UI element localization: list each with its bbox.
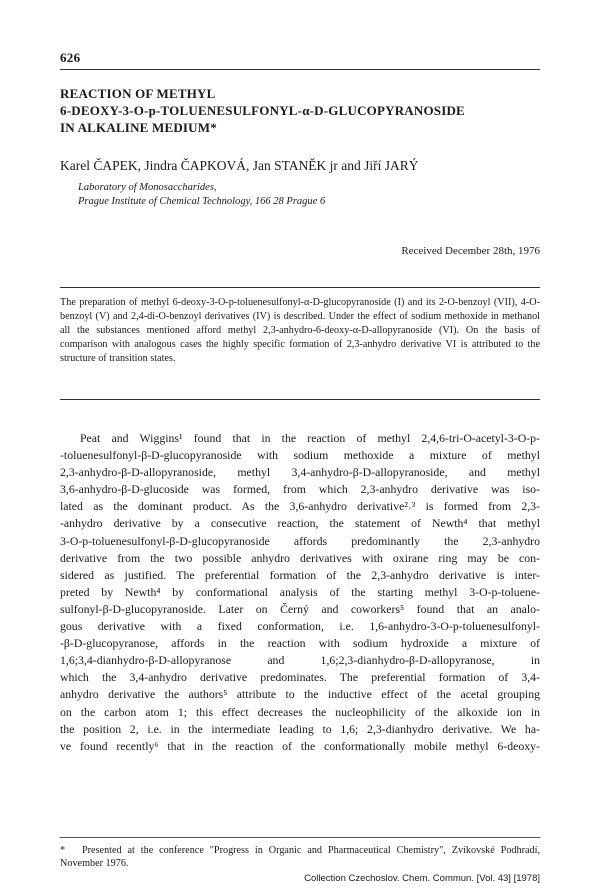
authors: Karel ČAPEK, Jindra ČAPKOVÁ, Jan STANĚK jr and Jiří JARÝ (60, 158, 419, 173)
journal-citation: Collection Czechoslov. Chem. Commun. [Vol. 43] [1978] (304, 873, 540, 884)
footnote-rule (60, 837, 540, 838)
body-line: gous derivative with a fixed conformation, i.e. 1,6-anhydro-3-O-p-toluenesulfonyl- (60, 619, 540, 634)
page-number: 626 (60, 50, 81, 65)
footnote-text: Presented at the conference "Progress in Organic and Pharmaceutical Chemistry", Zvíkovské Podhradí, November 1976. (60, 845, 540, 869)
abstract-bottom-rule (60, 399, 540, 400)
body-line: which the 3,4-anhydro derivative predominates. The preferential formation of 3,4- (60, 670, 540, 685)
body-line: on the carbon atom 1; this effect decreases the nucleophilicity of the alkoxide ion in (60, 704, 540, 719)
article-title (60, 85, 540, 136)
title-line: 6-DEOXY-3-O-p-TOLUENESULFONYL-α-D-GLUCOPYRANOSIDE (60, 103, 465, 118)
header-rule (60, 69, 540, 70)
body-line: anhydro derivative the authors⁵ attribute to the inductive effect of the acetal grouping (60, 687, 540, 702)
body-line: -anhydro derivative by a consecutive reaction, the statement of Newth⁴ that methyl (60, 516, 540, 531)
body-line: 3,6-anhydro-β-D-glucoside was formed, from which 2,3-anhydro derivative was iso- (60, 482, 540, 497)
body-line: -β-D-glucopyranose, affords in the reaction with sodium hydroxide a mixture of (60, 636, 540, 651)
body-line: sulfonyl-β-D-glucopyranoside. Later on Černý and coworkers⁵ found that an analo- (60, 601, 540, 616)
body-line: 3-O-p-toluenesulfonyl-β-D-glucopyranoside affords predominantly the 2,3-anhydro (60, 533, 540, 548)
title-line: IN ALKALINE MEDIUM* (60, 120, 217, 135)
abstract-top-rule (60, 287, 540, 288)
affiliation (78, 181, 538, 209)
received-date: Received December 28th, 1976 (401, 245, 540, 257)
body-line: preted by Newth⁴ by conformational analysis of the starting methyl 3-O-p-toluene- (60, 584, 540, 599)
title-line: REACTION OF METHYL (60, 86, 216, 101)
body-line: ve found recently⁶ that in the reaction of the conformationally mobile methyl 6-deoxy- (60, 738, 540, 753)
body-line: -toluenesulfonyl-β-D-glucopyranoside with sodium methoxide a mixture of methyl (60, 448, 540, 463)
body-line: 2,3-anhydro-β-D-allopyranoside, methyl 3,4-anhydro-β-D-allopyranoside, and methyl (60, 465, 540, 480)
abstract: The preparation of methyl 6-deoxy-3-O-p-toluenesulfonyl-α-D-glucopyranoside (I) and its 2-O-benzoyl (VII), 4-O-benzoyl (V) and 2,4-di-O-benzoyl derivatives (IV) is described. Under the effect of sodium methoxide in methanol all the substances mentioned afford methyl 2,3-anhydro-6-deoxy-α-D-allopyranoside (VI). On the basis of comparison with analogous cases the highly specific formation of 2,3-anhydro derivative VI is attributed to the structure of transition states. (60, 297, 540, 365)
body-line: derivative from the two possible anhydro derivatives with oxirane ring may be con- (60, 550, 540, 565)
body-line: the position 2, i.e. in the intermediate leading to 1,6; 2,3-dianhydro derivative. We ha- (60, 721, 540, 736)
affiliation-line: Prague Institute of Chemical Technology, 166 28 Prague 6 (78, 196, 326, 207)
footnote-marker: * (60, 845, 66, 856)
body-line: 1,6;3,4-dianhydro-β-D-allopyranose and 1,6;2,3-dianhydro-β-D-allopyranose, in (60, 653, 540, 668)
affiliation-line: Laboratory of Monosaccharides, (78, 182, 217, 193)
body-line: Peat and Wiggins¹ found that in the reaction of methyl 2,4,6-tri-O-acetyl-3-O-p- (80, 431, 540, 445)
body-line: sidered as justified. The preferential formation of the 2,3-anhydro derivative is inter- (60, 567, 540, 582)
body-line: lated as the dominant product. As the 3,6-anhydro derivative²˒³ is formed from 2,3- (60, 499, 540, 514)
body-text (60, 430, 540, 755)
footnote (60, 844, 540, 870)
